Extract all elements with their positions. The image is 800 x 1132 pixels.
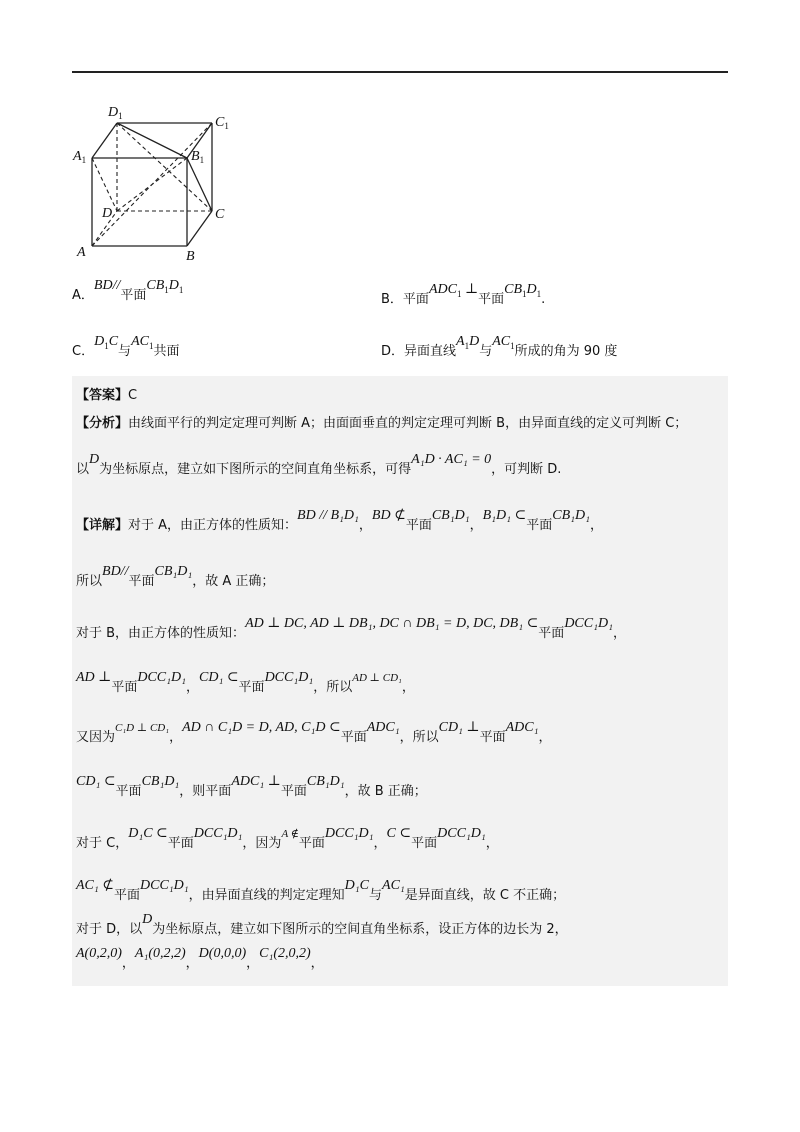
analysis-line-2: 以D为坐标原点，建立如下图所示的空间直角坐标系，可得A₁D · AC₁ = 0，可判断 D.: [76, 452, 562, 477]
detail-line-1: 【详解】对于 A，由正方体的性质知：BD // B₁D₁，BD ⊄平面CB₁D₁，B₁D₁ ⊂平面CB₁D₁，: [76, 508, 603, 533]
label-b1: $B_1$: [191, 149, 205, 165]
diag-d1b1: [117, 123, 187, 158]
detail-line-2: 所以BD//平面CB₁D₁，故 A 正确；: [76, 564, 275, 589]
option-b: B．平面$ADC_1$ ⊥平面$CB_1D_1$.: [381, 282, 546, 307]
label-b: B: [186, 249, 195, 264]
cube-figure: [72, 98, 242, 268]
detail-line-5: 又因为$^{C_1D \perp CD_1}$，AD ∩ C₁D = D, AD, C₁D ⊂平面ADC₁，所以CD₁ ⊥平面ADC₁，: [76, 720, 552, 745]
hidden-d1c: [117, 123, 212, 211]
detail-line-6: CD₁ ⊂平面CB₁D₁，则平面ADC₁ ⊥平面CB₁D₁，故 B 正确；: [76, 774, 427, 799]
label-d1: $D_1$: [108, 105, 123, 121]
edge-bc: [187, 211, 212, 246]
answer-block: [72, 376, 728, 986]
hidden-db1: [117, 158, 187, 211]
edge-a1d1: [92, 123, 117, 158]
label-a: A: [77, 245, 86, 260]
detail-line-4: AD ⊥平面DCC₁D₁，CD₁ ⊂平面DCC₁D₁，所以$^{AD \perp CD_1}$，: [76, 670, 415, 695]
analysis-line-1: 【分析】由线面平行的判定定理可判断 A；由面面垂直的判定定理可判断 B，由异面直线的定义可判断 C；: [76, 416, 688, 431]
detail-line-7: 对于 C，D₁C ⊂平面DCC₁D₁，因为$^{A \notin}$平面DCC₁D₁，C ⊂平面DCC₁D₁，: [76, 826, 499, 851]
hidden-a1d: [92, 158, 117, 211]
option-c: C．$D_1C$与$AC_1$共面: [72, 334, 180, 359]
label-a1: $A_1$: [73, 149, 87, 165]
detail-line-9: 对于 D，以D为坐标原点，建立如下图所示的空间直角坐标系，设正方体的边长为 2，: [76, 912, 568, 937]
option-d: D．异面直线$A_1D$与$AC_1$所成的角为 90 度: [381, 334, 618, 359]
detail-line-8: AC₁ ⊄平面DCC₁D₁，由异面直线的判定定理知D₁C与AC₁是异面直线，故 C 不正确；: [76, 878, 566, 903]
detail-line-10: A(0,2,0)，A₁(0,2,2)，D(0,0,0)，C₁(2,0,2)，: [76, 946, 324, 971]
label-c1: $C_1$: [215, 115, 229, 131]
answer-line: 【答案】C: [76, 388, 138, 403]
diag-b1c: [187, 158, 212, 211]
top-rule: [72, 71, 728, 73]
detail-line-3: 对于 B，由正方体的性质知：AD ⊥ DC, AD ⊥ DB₁, DC ∩ DB₁ = D, DC, DB₁ ⊂平面DCC₁D₁，: [76, 616, 626, 641]
label-c: C: [215, 207, 225, 222]
label-d: D: [102, 206, 113, 221]
option-a: A．BD//平面$CB_1D_1$: [72, 278, 184, 303]
